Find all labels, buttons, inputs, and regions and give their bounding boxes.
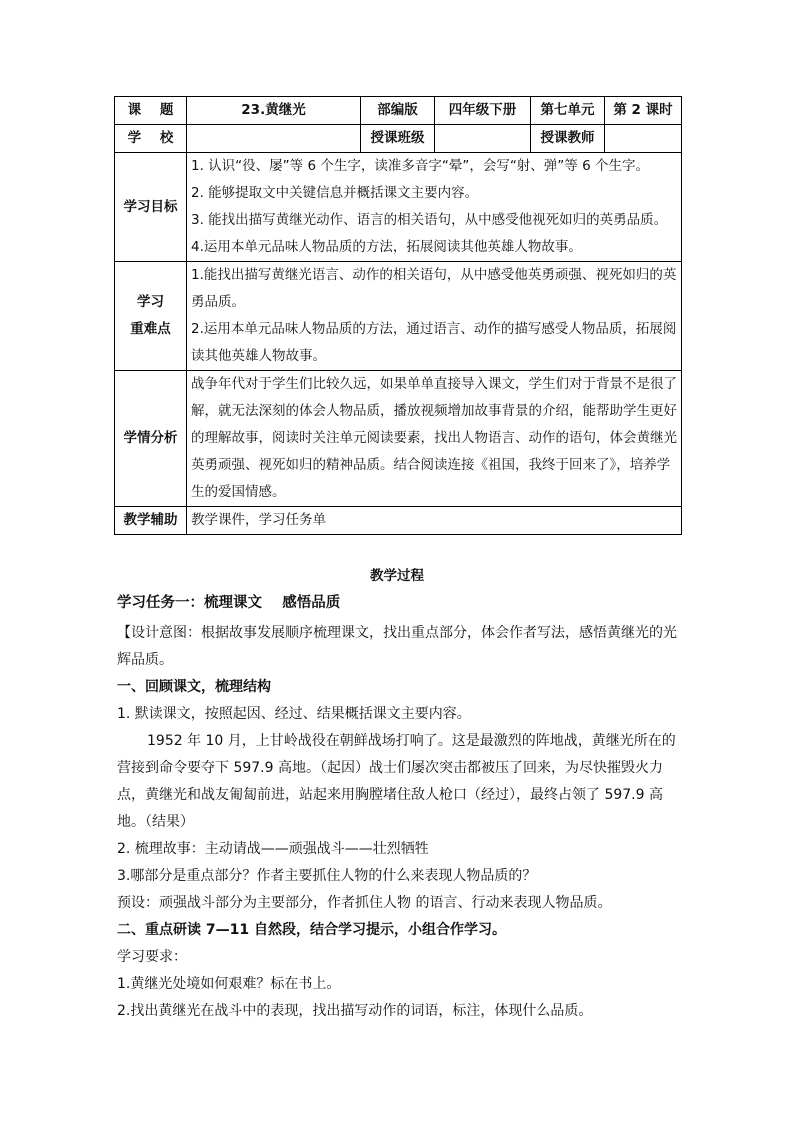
unit: 第七单元 (531, 97, 605, 125)
key-point-item-2: 2.运用本单元品味人物品质的方法，通过语言、动作的描写感受人物品质，拓展阅读其他英雄人物故事。 (191, 321, 677, 364)
item-2: 2. 梳理故事：主动请战——顽强战斗——壮烈牺牲 (117, 841, 429, 857)
objective-item-2: 2. 能够提取文中关键信息并概括课文主要内容。 (191, 185, 479, 201)
process-body (117, 590, 687, 1025)
objectives-label: 学习目标 (115, 153, 187, 262)
aids-label: 教学辅助 (115, 507, 187, 535)
analysis-content: 战争年代对于学生们比较久远，如果单单直接导入课文，学生们对于背景不是很了解，就无法深刻的体会人物品质，播放视频增加故事背景的介绍，能帮助学生更好的理解故事，阅读时关注单元阅读要素，找出人物语言、动作的语句，体会黄继光英勇顽强、视死如归的精神品质。结合阅读连接《祖国，我终于回来了》，培养学生的爱国情感。 (187, 371, 682, 507)
teacher-value (605, 125, 682, 153)
section1-title: 一、回顾课文，梳理结构 (117, 679, 271, 695)
key-points-label-line1: 学习 (137, 294, 164, 310)
key-points-label (115, 262, 187, 371)
requirements-title: 学习要求： (117, 949, 187, 965)
objective-item-1: 1. 认识“役、屡”等 6 个生字，读准多音字“晕”，会写“射、弹”等 6 个生字。 (191, 158, 649, 174)
table-row-objectives (115, 153, 682, 262)
table-row-title (115, 97, 682, 125)
summary-paragraph: 1952 年 10 月，上甘岭战役在朝鲜战场打响了。这是最激烈的阵地战，黄继光所在的营接到命令要夺下 597.9 高地。（起因）战士们屡次突击都被压了回来，为尽快摧毁火力点，黄继光和战友匍匐前进，站起来用胸膛堵住敌人枪口（经过），最终占领了 597.9 高地。（结果） (117, 733, 676, 830)
task1-title: 学习任务一：梳理课文 感悟品质 (117, 595, 341, 611)
lesson-plan-table (114, 96, 682, 535)
school-label: 学 校 (115, 125, 187, 153)
key-point-item-1: 1.能找出描写黄继光语言、动作的相关语句，从中感受他英勇顽强、视死如归的英勇品质。 (191, 267, 677, 310)
design-intent: 【设计意图：根据故事发展顺序梳理课文，找出重点部分，体会作者写法，感悟黄继光的光辉品质。 (117, 625, 677, 668)
requirement-2: 2.找出黄继光在战斗中的表现，找出描写动作的词语，标注，体现什么品质。 (117, 1003, 593, 1019)
objective-item-4: 4.运用本单元品味人物品质的方法，拓展阅读其他英雄人物故事。 (191, 239, 582, 255)
aids-content: 教学课件，学习任务单 (187, 507, 682, 535)
analysis-label: 学情分析 (115, 371, 187, 507)
topic-label: 课 题 (115, 97, 187, 125)
school-value (187, 125, 361, 153)
item-1: 1. 默读课文，按照起因、经过、结果概括课文主要内容。 (117, 706, 471, 722)
objectives-content (187, 153, 682, 262)
item-3: 3.哪部分是重点部分？作者主要抓住人物的什么来表现人物品质的？ (117, 868, 537, 884)
period: 第 2 课时 (605, 97, 682, 125)
requirement-1: 1.黄继光处境如何艰难？标在书上。 (117, 976, 341, 992)
key-points-label-line2: 重难点 (130, 321, 171, 337)
table-row-school (115, 125, 682, 153)
lesson-title: 23.黄继光 (187, 97, 361, 125)
table-row-aids (115, 507, 682, 535)
key-points-content (187, 262, 682, 371)
class-label: 授课班级 (361, 125, 435, 153)
process-caption: 教学过程 (370, 568, 424, 584)
teacher-label: 授课教师 (531, 125, 605, 153)
preset-answer: 预设：顽强战斗部分为主要部分，作者抓住人物 的语言、行动来表现人物品质。 (117, 895, 612, 911)
table-row-key-points (115, 262, 682, 371)
grade: 四年级下册 (435, 97, 531, 125)
table-row-analysis (115, 371, 682, 507)
objective-item-3: 3. 能找出描写黄继光动作、语言的相关语句，从中感受他视死如归的英勇品质。 (191, 212, 668, 228)
edition: 部编版 (361, 97, 435, 125)
class-value (435, 125, 531, 153)
section2-title: 二、重点研读 7—11 自然段，结合学习提示，小组合作学习。 (117, 922, 506, 938)
